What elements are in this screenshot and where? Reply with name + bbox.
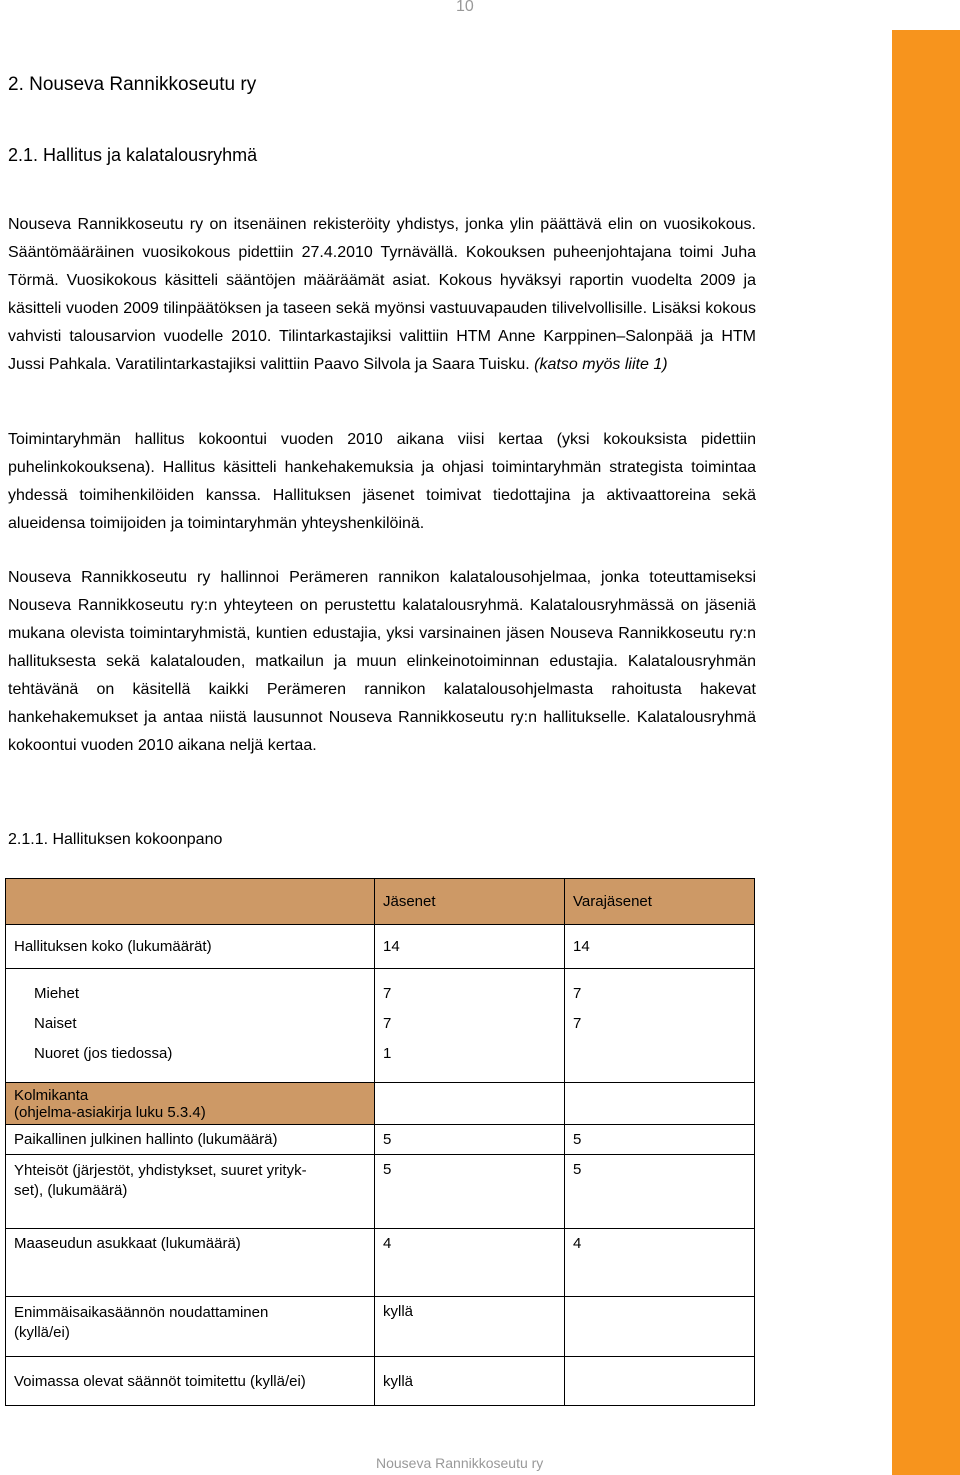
members-value: 14 — [375, 925, 565, 969]
board-composition-table — [5, 878, 755, 1406]
table-spacer — [6, 1069, 755, 1083]
table-row — [6, 979, 755, 1009]
table-row — [6, 1039, 755, 1069]
col-header-members: Jäsenet — [375, 879, 565, 925]
max-term-label-line1: Enimmäisaikasäännön noudattaminen — [14, 1304, 269, 1321]
row-label — [6, 1083, 375, 1125]
appendix-note: (katso myös liite 1) — [534, 356, 668, 373]
communities-label-line2: set), (lukumäärä) — [14, 1182, 128, 1199]
table-row — [6, 1229, 755, 1297]
paragraph-annual-meeting-text: Nouseva Rannikkoseutu ry on itsenäinen rekisteröity yhdistys, jonka ylin päättävä elin on vuosikokous. Sääntömääräinen vuosikokous pidettiin 27.4.2010 Tyrnävällä. Kokouksen puheenjohtajana toimi Juha Törmä. Vuosikokous käsitteli sääntöjen määräämät asiat. Kokous hyväksyi raportin vuodelta 2009 ja käsitteli vuoden 2009 tilinpäätöksen ja taseen sekä myönsi vastuuvapauden tilivelvollisille. Lisäksi kokous vahvisti talousarvion vuodelle 2010. Tilintarkastajiksi valittiin HTM Anne Karppinen–Salonpää ja HTM Jussi Pahkala. Varatilintarkastajiksi valittiin Paavo Silvola ja Saara Tuisku. — [8, 216, 756, 373]
members-value: 4 — [375, 1229, 565, 1297]
row-label: Voimassa olevat säännöt toimitettu (kyllä/ei) — [6, 1357, 375, 1406]
communities-label-line1: Yhteisöt (järjestöt, yhdistykset, suuret yrityk- — [14, 1162, 307, 1179]
table-row — [6, 1155, 755, 1229]
deputies-value — [565, 1039, 755, 1069]
deputies-value: 5 — [565, 1155, 755, 1229]
table-spacer — [6, 969, 755, 979]
members-value: 5 — [375, 1155, 565, 1229]
tripartite-reference: (ohjelma-asiakirja luku 5.3.4) — [14, 1103, 206, 1121]
table-header-row — [6, 879, 755, 925]
table-row-tripartite — [6, 1083, 755, 1125]
paragraph-annual-meeting — [8, 211, 756, 379]
subsection-heading: 2.1. Hallitus ja kalatalousryhmä — [8, 145, 258, 165]
table-row — [6, 1297, 755, 1357]
deputies-value: 5 — [565, 1125, 755, 1155]
row-label: Miehet — [6, 979, 375, 1009]
row-label: Hallituksen koko (lukumäärät) — [6, 925, 375, 969]
table-row — [6, 1125, 755, 1155]
page-number: 10 — [456, 0, 474, 15]
row-label: Paikallinen julkinen hallinto (lukumäärä) — [6, 1125, 375, 1155]
section-heading: 2. Nouseva Rannikkoseutu ry — [8, 74, 257, 95]
members-value: 7 — [375, 979, 565, 1009]
row-label: Maaseudun asukkaat (lukumäärä) — [6, 1229, 375, 1297]
row-label — [6, 1155, 375, 1229]
deputies-value: 14 — [565, 925, 755, 969]
tripartite-label: Kolmikanta — [14, 1086, 89, 1104]
table-heading: 2.1.1. Hallituksen kokoonpano — [8, 831, 223, 848]
header-empty-cell — [6, 879, 375, 925]
max-term-label-line2: (kyllä/ei) — [14, 1324, 70, 1341]
paragraph-fisheries-group: Nouseva Rannikkoseutu ry hallinnoi Perämeren rannikon kalatalousohjelmaa, jonka toteuttamiseksi Nouseva Rannikkoseutu ry:n yhteyteen on perustettu kalatalousryhmä. Kalatalousryhmässä on jäseniä mukana olevista toimintaryhmistä, kuntien edustajia, yksi varsinainen jäsen Nouseva Rannikkoseutu ry:n hallituksesta sekä kalatalouden, matkailun ja muun elinkeinotoiminnan edustajia. Kalatalousryhmän tehtävänä on käsitellä kaikki Perämeren rannikon kalatalousohjelmasta rahoitusta hakevat hankehakemukset ja antaa niistä lausunnot Nouseva Rannikkoseutu ry:n hallitukselle. Kalatalousryhmä kokoontui vuoden 2010 aikana neljä kertaa. — [8, 569, 756, 754]
table-row — [6, 1357, 755, 1406]
table-row — [6, 925, 755, 969]
deputies-value: 7 — [565, 1009, 755, 1039]
paragraph-board: Toimintaryhmän hallitus kokoontui vuoden 2010 aikana viisi kertaa (yksi kokouksista pidettiin puhelinkokouksena). Hallitus käsitteli hankehakemuksia ja ohjasi toimintaryhmän strategista toimintaa yhdessä toimihenkilöiden kanssa. Hallituksen jäsenet toimivat tiedottajina ja aktivaattoreina sekä alueidensa toimijoiden ja toimintaryhmän yhteyshenkilöinä. — [8, 431, 756, 532]
members-value: kyllä — [375, 1357, 565, 1406]
members-value: 1 — [375, 1039, 565, 1069]
members-value: 5 — [375, 1125, 565, 1155]
row-label — [6, 1297, 375, 1357]
members-value: kyllä — [375, 1297, 565, 1357]
members-value: 7 — [375, 1009, 565, 1039]
page-footer: Nouseva Rannikkoseutu ry — [376, 1455, 544, 1471]
deputies-value: 4 — [565, 1229, 755, 1297]
row-label: Naiset — [6, 1009, 375, 1039]
table-row — [6, 1009, 755, 1039]
decorative-side-bar — [892, 30, 960, 1475]
deputies-value: 7 — [565, 979, 755, 1009]
col-header-deputies: Varajäsenet — [565, 879, 755, 925]
row-label: Nuoret (jos tiedossa) — [6, 1039, 375, 1069]
